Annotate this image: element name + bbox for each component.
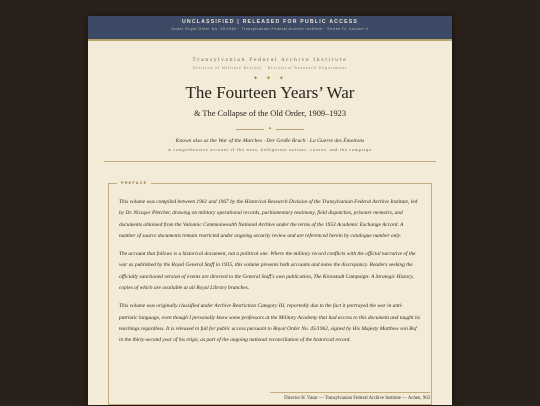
volume-description: A comprehensive account of the wars, belligerent nations, causes, and the campaign bbox=[168, 147, 372, 152]
preface-label: PREFACE bbox=[117, 181, 151, 185]
divider-rule-right bbox=[276, 129, 304, 130]
authority-line: Under Royal Order No. 45/1962 · Transylvanian Federal Archive Institute · Series IV, Volume II bbox=[171, 27, 369, 31]
alternate-names: Known also as the War of the Marches · Der Große Bruch · La Guerre des Émotions bbox=[175, 137, 365, 144]
page-title: The Fourteen Years’ War bbox=[185, 83, 355, 102]
star-ornament-icon: ✦ ✦ ✦ bbox=[253, 75, 287, 82]
section-divider bbox=[104, 161, 436, 162]
preface-paragraph: The account that follows is a historical document, not a political one. Where the military record conflicts with the official narrative of the war as published by the Royal General Staff in 1935, this volume presents both accounts and notes the discrepancy. Readers seeking the officially sanctioned version of events are directed to the General Staff's own publication, The Kronstadt Campaign: A Strategic History, copies of which are available at all Royal Library branches. bbox=[119, 251, 416, 292]
page-subtitle: & The Collapse of the Old Order, 1909–1923 bbox=[193, 108, 347, 118]
diamond-ornament-icon: ✦ bbox=[267, 125, 273, 132]
preface-paragraph: This volume was originally classified under Archive Restriction Category III, reportedly due to the fact it portrayed the war in anti-patriotic language, even though I personally know some professors at the Military Academy that had access to this document and taught its teachings regardless. It is released in full for public access pursuant to Royal Order No. 45/1962, signed by His Majesty Matthew von Rof in the thirty-second year of his reign, as part of the ongoing national reconciliation of the historical record. bbox=[119, 303, 420, 344]
classification-label: UNCLASSIFIED | RELEASED FOR PUBLIC ACCESS bbox=[181, 19, 359, 25]
title-block bbox=[88, 58, 452, 152]
institute-subtitle: Division of Military History · Historical Research Department bbox=[192, 66, 348, 70]
preface-paragraph: This volume was compiled between 1961 and 1967 by the Historical Research Division of the Transylvanian Federal Archive Institute, led by Dr. Nicuşor Pletcher, drawing on military operational records, parliamentary testimony, field dispatches, prisoner memoirs, and documents obtained from the Valonnic Commonwealth National Archive under the terms of the 1953 Academic Exchange Accord. A number of source documents remain restricted under ongoing security review and are referenced herein by catalogue number only. bbox=[119, 199, 418, 239]
preface-body bbox=[109, 184, 431, 347]
divider-rule-left bbox=[236, 129, 264, 130]
preface-box bbox=[108, 183, 432, 405]
institute-name: Transylvanian Federal Archive Institute bbox=[192, 58, 348, 63]
title-divider bbox=[88, 127, 452, 132]
classification-banner bbox=[88, 16, 452, 41]
signature-line: Director H. Vasar — Transylvanian Federal Archive Institute — Achen, 963 bbox=[270, 392, 430, 406]
